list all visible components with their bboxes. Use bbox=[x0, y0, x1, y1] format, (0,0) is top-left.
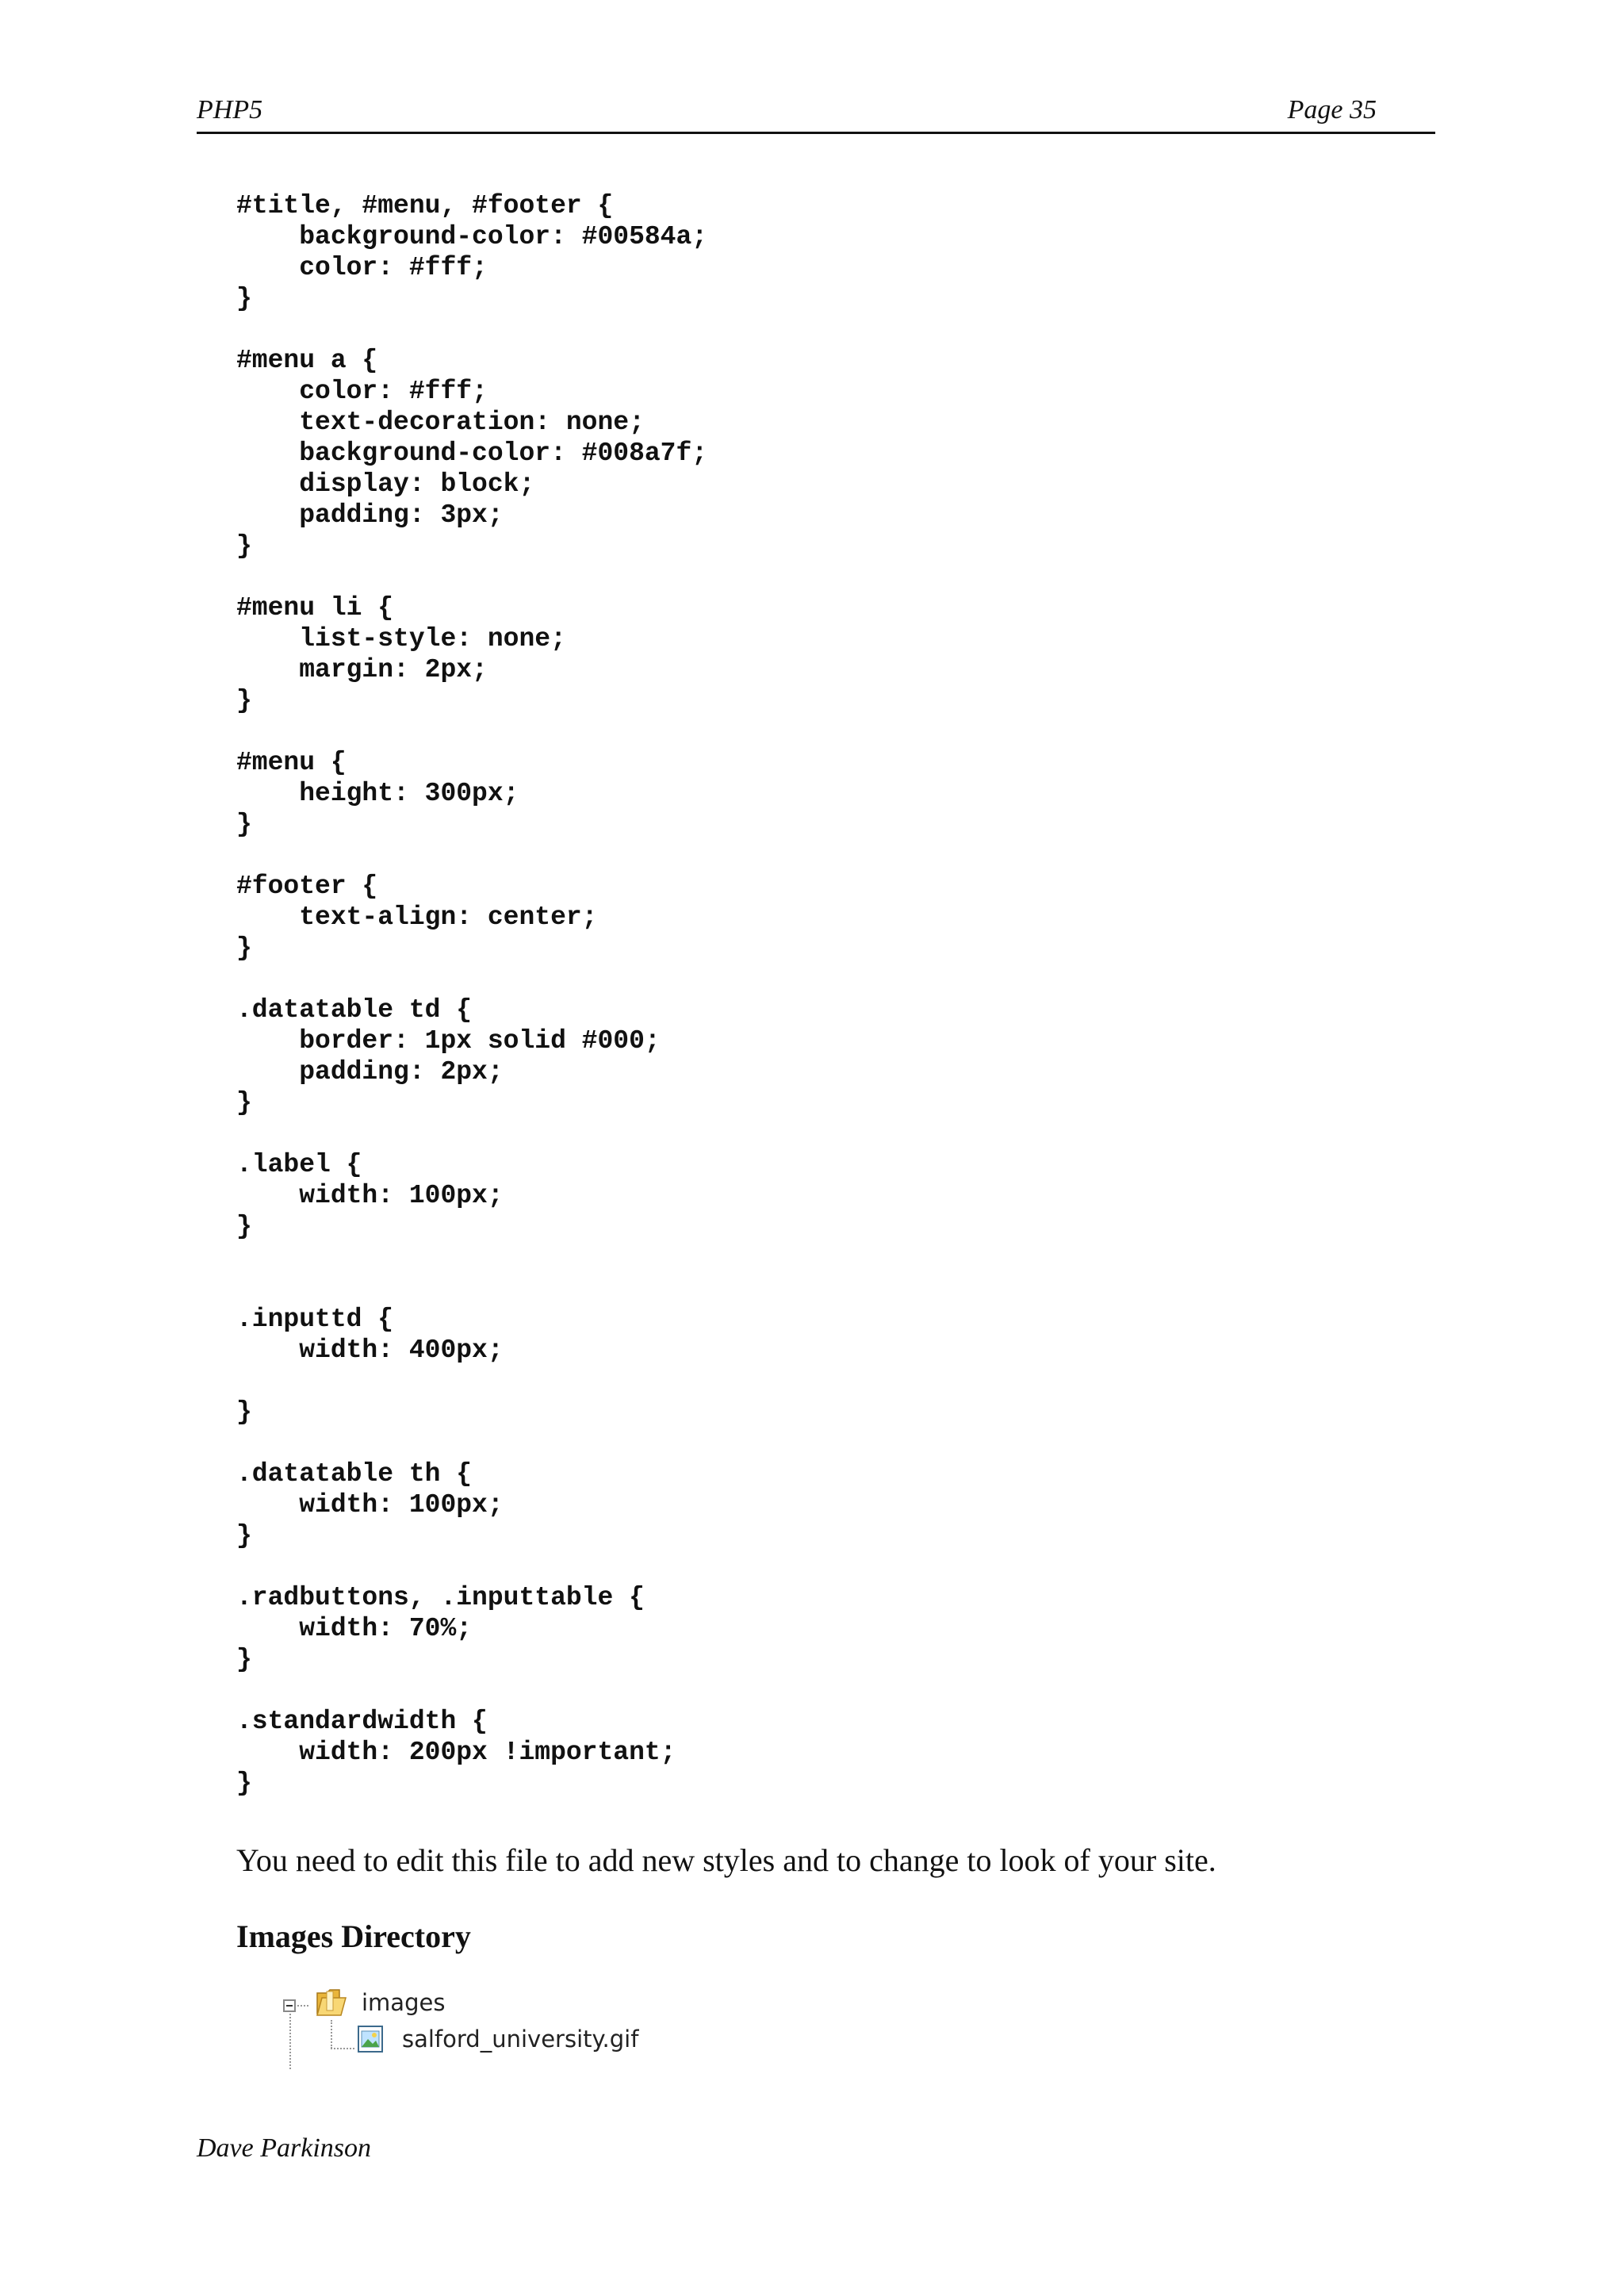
page-header bbox=[197, 94, 1435, 134]
header-doc-title: PHP5 bbox=[197, 95, 263, 125]
code-line: text-decoration: none; bbox=[236, 408, 645, 437]
section-heading: Images Directory bbox=[236, 1918, 471, 1954]
code-line: .radbuttons, .inputtable { bbox=[236, 1583, 645, 1612]
tree-file-label[interactable]: salford_university.gif bbox=[402, 2026, 639, 2053]
code-line: .datatable th { bbox=[236, 1459, 473, 1489]
code-line bbox=[236, 1551, 707, 1582]
code-line: .datatable td { bbox=[236, 995, 473, 1025]
code-line: width: 100px; bbox=[236, 1490, 504, 1520]
code-line: } bbox=[236, 1397, 252, 1427]
code-line: } bbox=[236, 810, 252, 839]
code-line: color: #fff; bbox=[236, 253, 488, 282]
code-line: #title, #menu, #footer { bbox=[236, 191, 614, 220]
code-line: #menu li { bbox=[236, 593, 394, 623]
folder-icon bbox=[316, 1987, 349, 2018]
code-line: list-style: none; bbox=[236, 624, 566, 654]
css-code-block bbox=[236, 190, 707, 1799]
code-line bbox=[236, 716, 707, 747]
code-line: padding: 2px; bbox=[236, 1057, 504, 1087]
tree-connector bbox=[331, 2048, 354, 2049]
code-line: padding: 3px; bbox=[236, 500, 504, 530]
file-tree bbox=[278, 1987, 674, 2082]
page-footer-author: Dave Parkinson bbox=[197, 2133, 372, 2163]
code-line bbox=[236, 1242, 707, 1273]
tree-connector bbox=[289, 2014, 291, 2069]
code-line bbox=[236, 1675, 707, 1706]
code-line: width: 200px !important; bbox=[236, 1738, 676, 1767]
code-line bbox=[236, 1273, 707, 1304]
code-line: } bbox=[236, 1769, 252, 1798]
code-line: color: #fff; bbox=[236, 377, 488, 406]
code-line: } bbox=[236, 933, 252, 963]
code-line: display: block; bbox=[236, 470, 535, 499]
code-line: text-align: center; bbox=[236, 903, 598, 932]
code-line bbox=[236, 1118, 707, 1149]
code-line: background-color: #008a7f; bbox=[236, 439, 708, 468]
code-line: .standardwidth { bbox=[236, 1707, 488, 1736]
code-line: #menu { bbox=[236, 748, 347, 777]
code-line bbox=[236, 840, 707, 871]
image-file-icon bbox=[357, 2025, 385, 2055]
code-line: #footer { bbox=[236, 872, 378, 901]
code-line: } bbox=[236, 531, 252, 561]
code-line: width: 100px; bbox=[236, 1181, 504, 1210]
code-line: } bbox=[236, 1212, 252, 1241]
code-line: } bbox=[236, 686, 252, 715]
tree-connector bbox=[297, 2005, 308, 2007]
code-line: .label { bbox=[236, 1150, 362, 1179]
code-line: height: 300px; bbox=[236, 779, 519, 808]
code-line: border: 1px solid #000; bbox=[236, 1026, 661, 1056]
code-line: width: 400px; bbox=[236, 1336, 504, 1365]
header-page-number: Page 35 bbox=[1287, 95, 1377, 125]
code-line bbox=[236, 562, 707, 592]
code-line: } bbox=[236, 1088, 252, 1117]
tree-folder-label[interactable]: images bbox=[362, 1989, 446, 2016]
code-line: } bbox=[236, 1521, 252, 1550]
code-line: } bbox=[236, 1645, 252, 1674]
code-line: .inputtd { bbox=[236, 1305, 394, 1334]
code-line bbox=[236, 1366, 707, 1397]
code-line: margin: 2px; bbox=[236, 655, 488, 684]
collapse-toggle-icon[interactable] bbox=[283, 1999, 296, 2012]
code-line: #menu a { bbox=[236, 346, 378, 375]
tree-connector bbox=[331, 2020, 332, 2049]
code-line bbox=[236, 314, 707, 345]
code-line: } bbox=[236, 284, 252, 313]
code-line: width: 70%; bbox=[236, 1614, 473, 1643]
body-paragraph: You need to edit this file to add new styles and to change to look of your site. bbox=[236, 1842, 1216, 1878]
code-line bbox=[236, 964, 707, 995]
code-line: background-color: #00584a; bbox=[236, 222, 708, 251]
code-line bbox=[236, 1428, 707, 1458]
